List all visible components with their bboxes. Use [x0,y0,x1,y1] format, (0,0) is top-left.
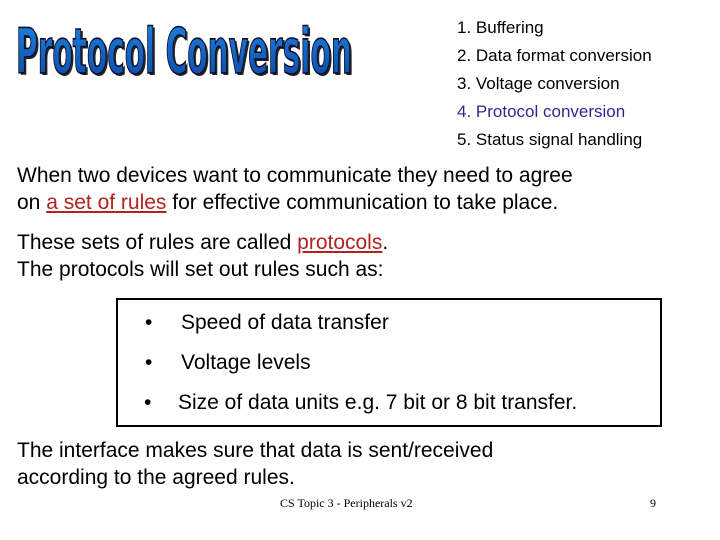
paragraph-line: according to the agreed rules. [17,466,295,489]
slide-title [14,18,360,82]
topic-item: 1. Buffering [457,18,544,37]
paragraph-line: The interface makes sure that data is sent/received [17,439,494,462]
topic-item: 5. Status signal handling [457,130,643,149]
title-shadow: Protocol Conversion [18,18,354,82]
footer-title: CS Topic 3 - Peripherals v2 [280,496,413,510]
rules-link[interactable]: a set of rules [46,191,167,214]
paragraph-text: These sets of rules are called [17,231,298,254]
bullet-icon: • [145,351,153,374]
topic-item-current: 4. Protocol conversion [457,102,626,121]
paragraph-line: The protocols will set out rules such as: [17,258,384,281]
bullet-icon: • [145,311,153,334]
rule-text: Voltage levels [181,351,311,374]
paragraph-line: When two devices want to communicate they need to agree [17,164,573,187]
rules-box [116,298,662,427]
protocols-link[interactable]: protocols [297,231,383,254]
title-wordart [14,18,360,82]
rule-text: Speed of data transfer [181,311,389,334]
paragraph-text: for effective communication to take place. [166,191,559,214]
paragraph-text: on [17,191,47,214]
topic-item: 2. Data format conversion [457,46,652,65]
topic-list [457,14,652,154]
bullet-icon: • [144,391,152,414]
topic-item: 3. Voltage conversion [457,74,620,93]
paragraph-protocols [17,229,388,283]
page-number: 9 [650,496,656,510]
paragraph-interface [17,437,493,491]
paragraph-text: . [382,231,389,254]
title-text: Protocol Conversion [16,18,352,82]
paragraph-agreement [17,162,573,216]
rule-text: Size of data units e.g. 7 bit or 8 bit transfer. [178,391,578,414]
